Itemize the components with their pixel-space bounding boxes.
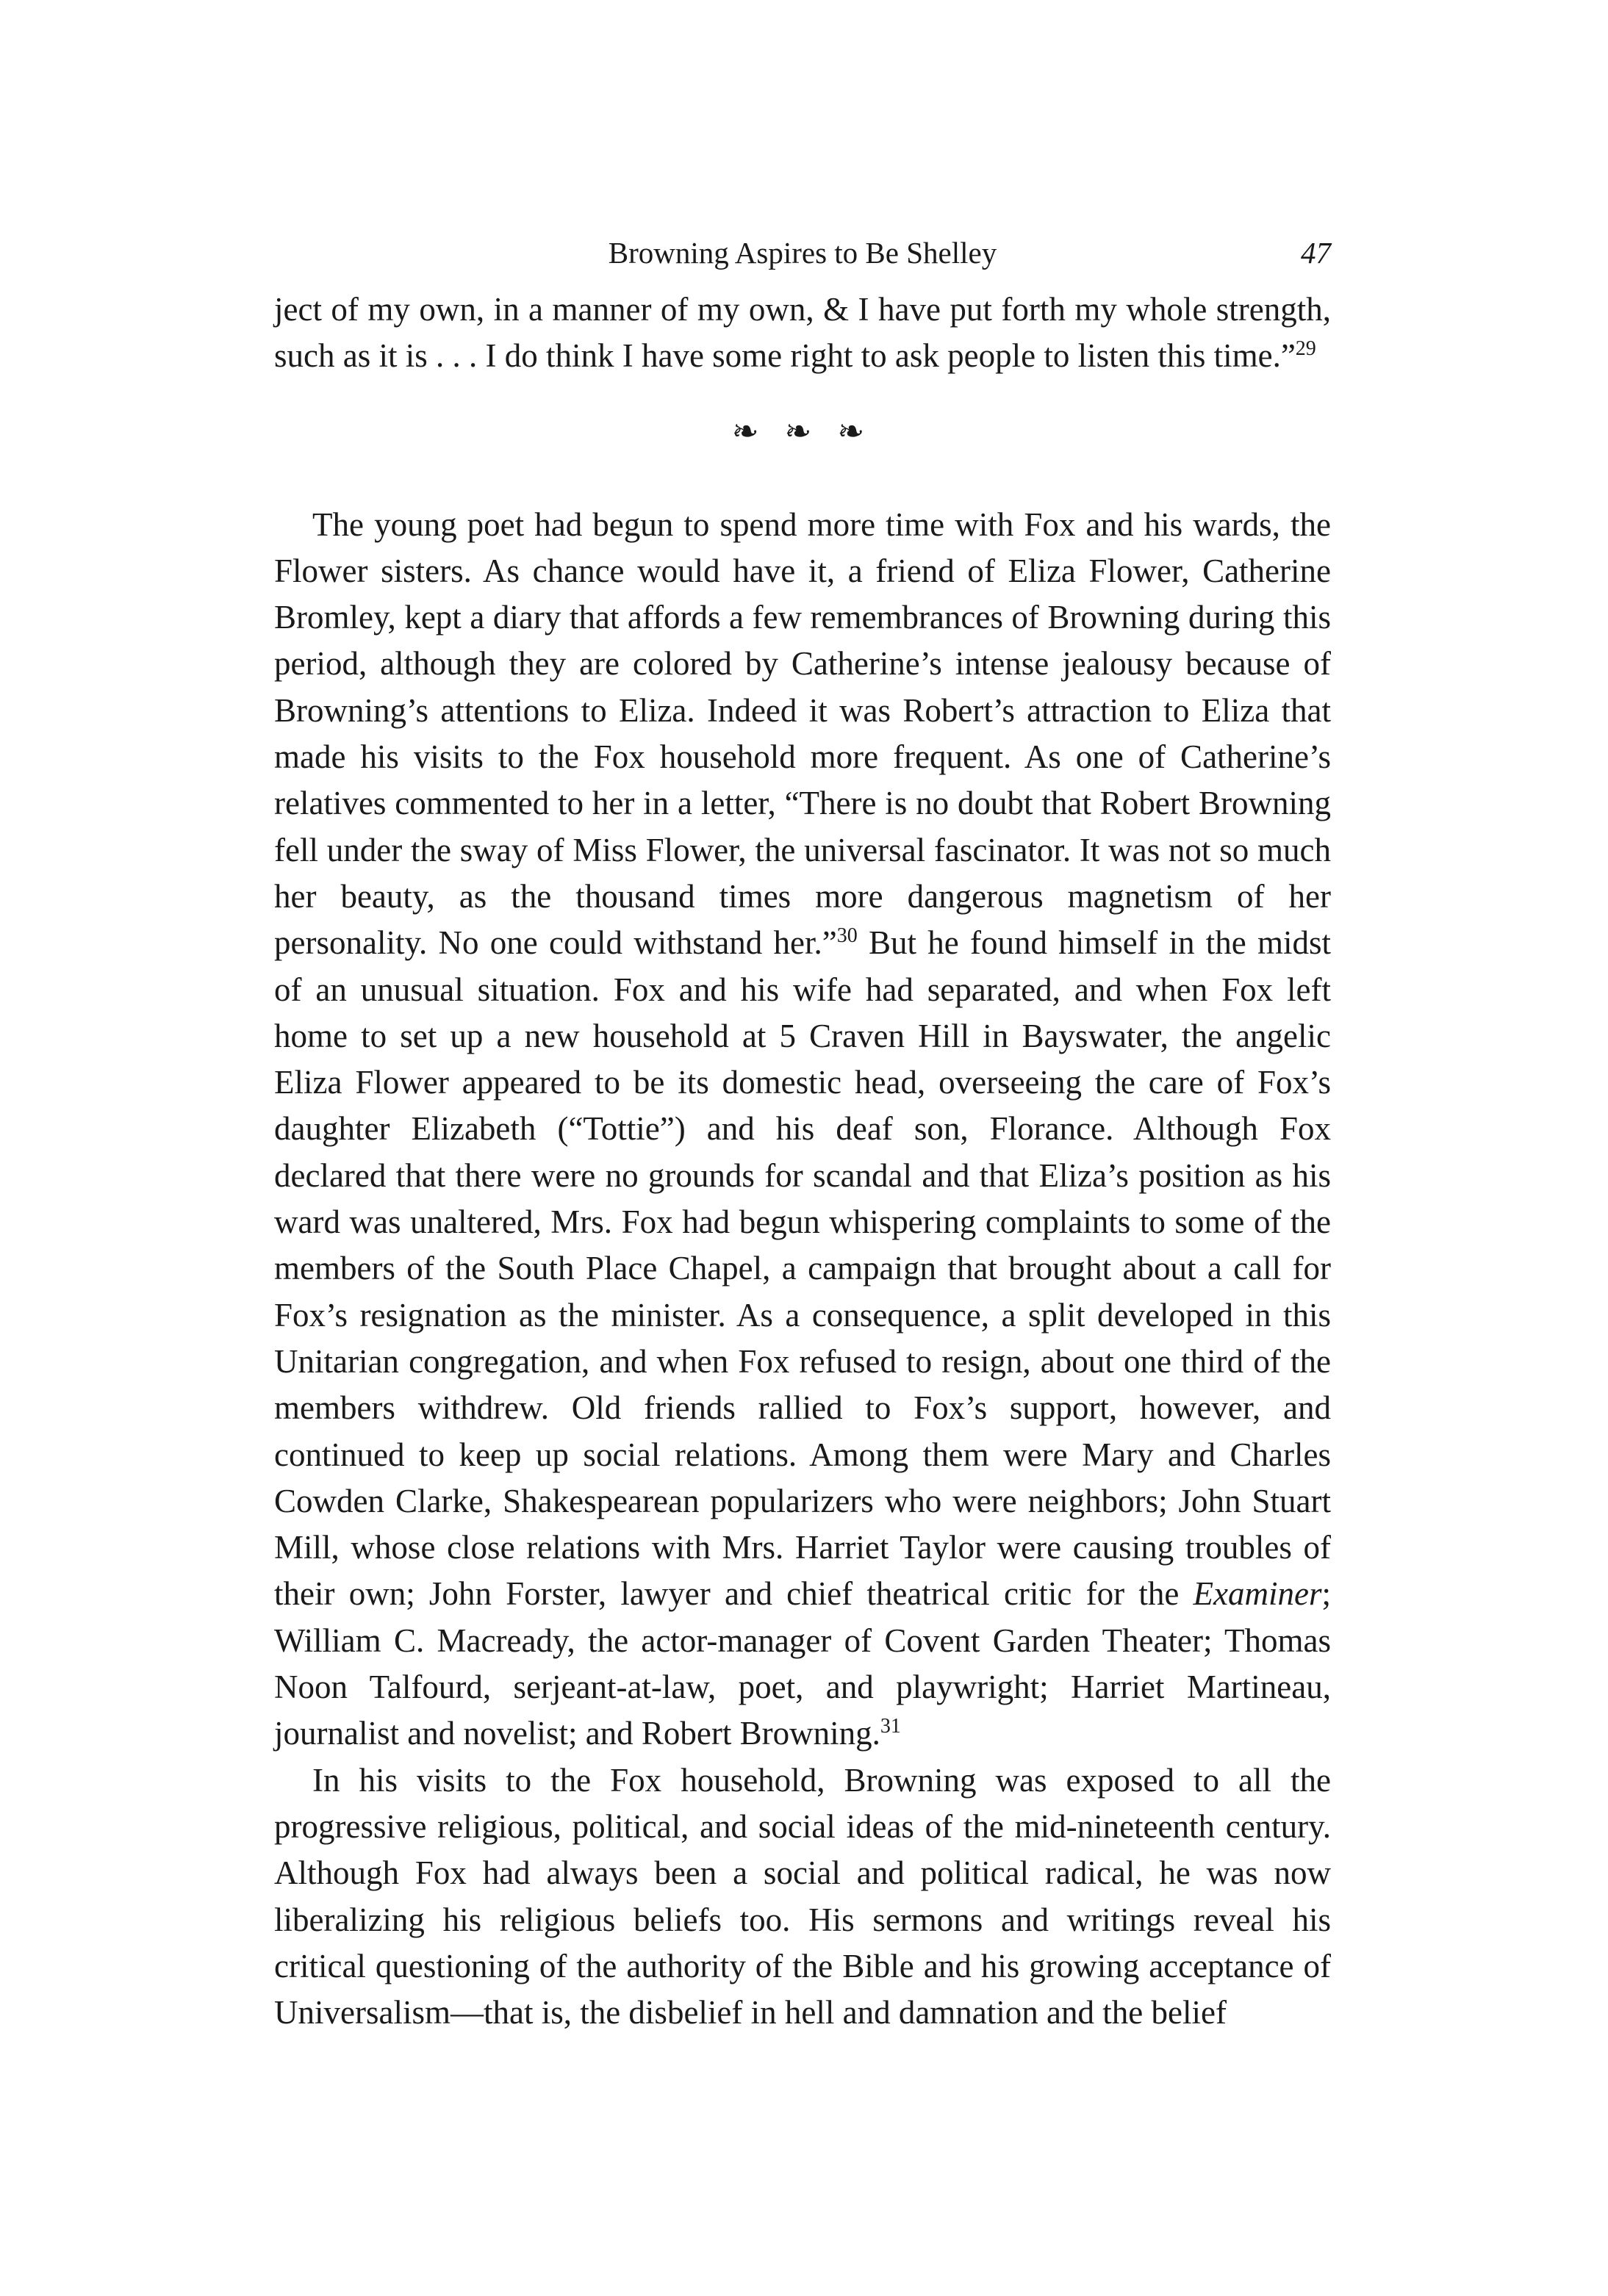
- paragraph-1-text: ject of my own, in a manner of my own, & I have put forth my whole strength, such as it is . . . I do think I have some right to ask people to listen this time.”: [274, 291, 1331, 375]
- paragraph-2-part-3: ; William C. Macready, the actor-manager of Covent Garden Theater; Thomas Noon Talfourd, serjeant-at-law, poet, and playwright; Harriet Martineau, journalist and novelist; and Robert Browning.: [274, 1575, 1331, 1752]
- running-title: Browning Aspires to Be Shelley: [608, 236, 997, 270]
- running-head: [274, 220, 1331, 287]
- paragraph-2-part-1: The young poet had begun to spend more time with Fox and his wards, the Flower sisters. As chance would have it, a friend of Eliza Flower, Catherine Bromley, kept a diary that affords a few remembrances of Browning during this period, although they are colored by Catherine’s intense jealousy because of Browning’s attentions to Eliza. Indeed it was Robert’s attraction to Eliza that made his visits to the Fox household more frequent. As one of Catherine’s relatives commented to her in a letter, “There is no doubt that Robert Browning fell under the sway of Miss Flower, the universal fascinator. It was not so much her beauty, as the thousand times more dangerous magnetism of her personality. No one could withstand her.”: [274, 505, 1331, 962]
- page-number: 47: [1301, 236, 1331, 270]
- paragraph-3-text: In his visits to the Fox household, Browning was exposed to all the progressive religious, political, and social ideas of the mid-nineteenth century. Although Fox had always been a social and political radical, he was now liberalizing his religious beliefs too. His sermons and writings reveal his critical questioning of the authority of the Bible and his growing acceptance of Universalism—that is, the disbelief in hell and damnation and the belief: [274, 1761, 1331, 2032]
- book-page: [274, 220, 1331, 2036]
- footnote-ref-31: 31: [880, 1715, 901, 1738]
- footnote-ref-29: 29: [1295, 337, 1316, 361]
- paragraph-fox-household: [274, 502, 1331, 1757]
- paragraph-progressive-ideas: [274, 1757, 1331, 2037]
- footnote-ref-30: 30: [836, 924, 858, 948]
- italic-title-examiner: Examiner: [1193, 1575, 1322, 1613]
- paragraph-continued: [274, 287, 1331, 380]
- paragraph-2-part-2: But he found himself in the midst of an unusual situation. Fox and his wife had separated, and when Fox left home to set up a new household at 5 Craven Hill in Bayswater, the angelic Eliza Flower appeared to be its domestic head, overseeing the care of Fox’s daughter Elizabeth (“Tottie”) and his deaf son, Florance. Although Fox declared that there were no grounds for scandal and that Eliza’s position as his ward was unaltered, Mrs. Fox had begun whispering complaints to some of the members of the South Place Chapel, a campaign that brought about a call for Fox’s resignation as the minister. As a consequence, a split developed in this Unitarian congregation, and when Fox refused to resign, about one third of the members withdrew. Old friends rallied to Fox’s support, however, and continued to keep up social relations. Among them were Mary and Charles Cowden Clarke, Shakespearean popularizers who were neighbors; John Stuart Mill, whose close relations with Mrs. Harriet Taylor were causing troubles of their own; John Forster, lawyer and chief theatrical critic for the: [274, 924, 1331, 1613]
- section-break-ornament: ❧ ❧ ❧: [731, 413, 874, 450]
